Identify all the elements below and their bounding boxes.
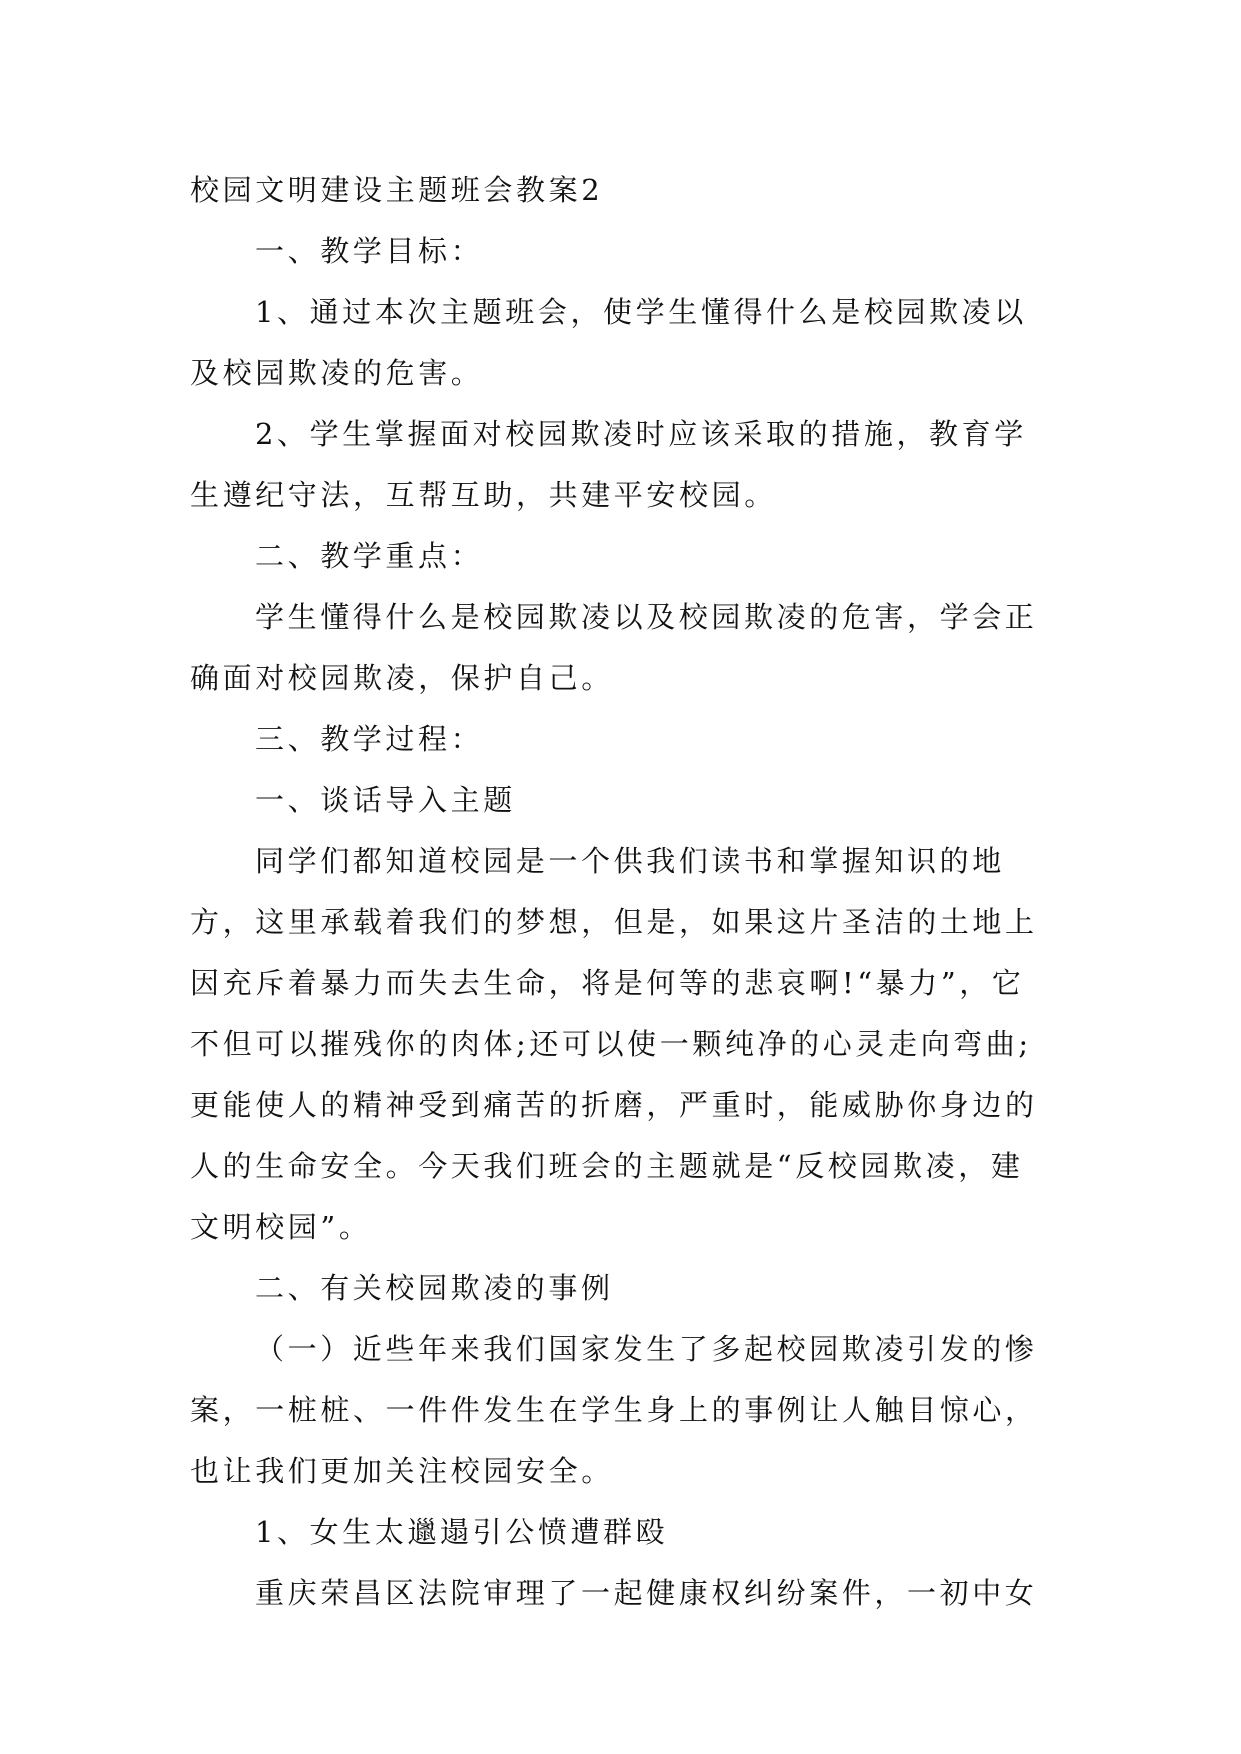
paragraph-cases-intro: （一）近些年来我们国家发生了多起校园欺凌引发的惨 案，一桩桩、一件件发生在学生身上的事例让人触目惊心， 也让我们更加关注校园安全。 bbox=[190, 1332, 1038, 1488]
paragraph-focus: 学生懂得什么是校园欺凌以及校园欺凌的危害，学会正 确面对校园欺凌，保护自己。 bbox=[190, 600, 1038, 695]
paragraph-intro: 同学们都知道校园是一个供我们读书和掌握知识的地 方，这里承载着我们的梦想，但是，如果这片圣洁的土地上 因充斥着暴力而失去生命，将是何等的悲哀啊!“暴力”，它 不但可以摧残你的肉体;还可以使一颗纯净的心灵走向弯曲; 更能使人的精神受到痛苦的折磨，严重时，能威胁你身边的 人的生命安全。今天我们班会的主题就是“反校园欺凌，建 文明校园”。 bbox=[190, 844, 1038, 1244]
paragraph-case-1: 重庆荣昌区法院审理了一起健康权纠纷案件，一初中女 bbox=[255, 1576, 1038, 1610]
paragraph-goal-1: 1、通过本次主题班会，使学生懂得什么是校园欺凌以 及校园欺凌的危害。 bbox=[190, 295, 1027, 390]
heading-bullying-cases: 二、有关校园欺凌的事例 bbox=[255, 1271, 614, 1305]
heading-intro-topic: 一、谈话导入主题 bbox=[255, 783, 516, 817]
document-body bbox=[190, 160, 1050, 1624]
heading-case-1: 1、女生太邋遢引公愤遭群殴 bbox=[255, 1515, 669, 1549]
paragraph-goal-2: 2、学生掌握面对校园欺凌时应该采取的措施，教育学 生遵纪守法，互帮互助，共建平安校园。 bbox=[190, 417, 1027, 512]
document-title: 校园文明建设主题班会教案2 bbox=[190, 173, 604, 207]
heading-teaching-process: 三、教学过程： bbox=[255, 722, 484, 756]
heading-teaching-focus: 二、教学重点： bbox=[255, 539, 484, 573]
heading-teaching-goals: 一、教学目标： bbox=[255, 234, 484, 268]
